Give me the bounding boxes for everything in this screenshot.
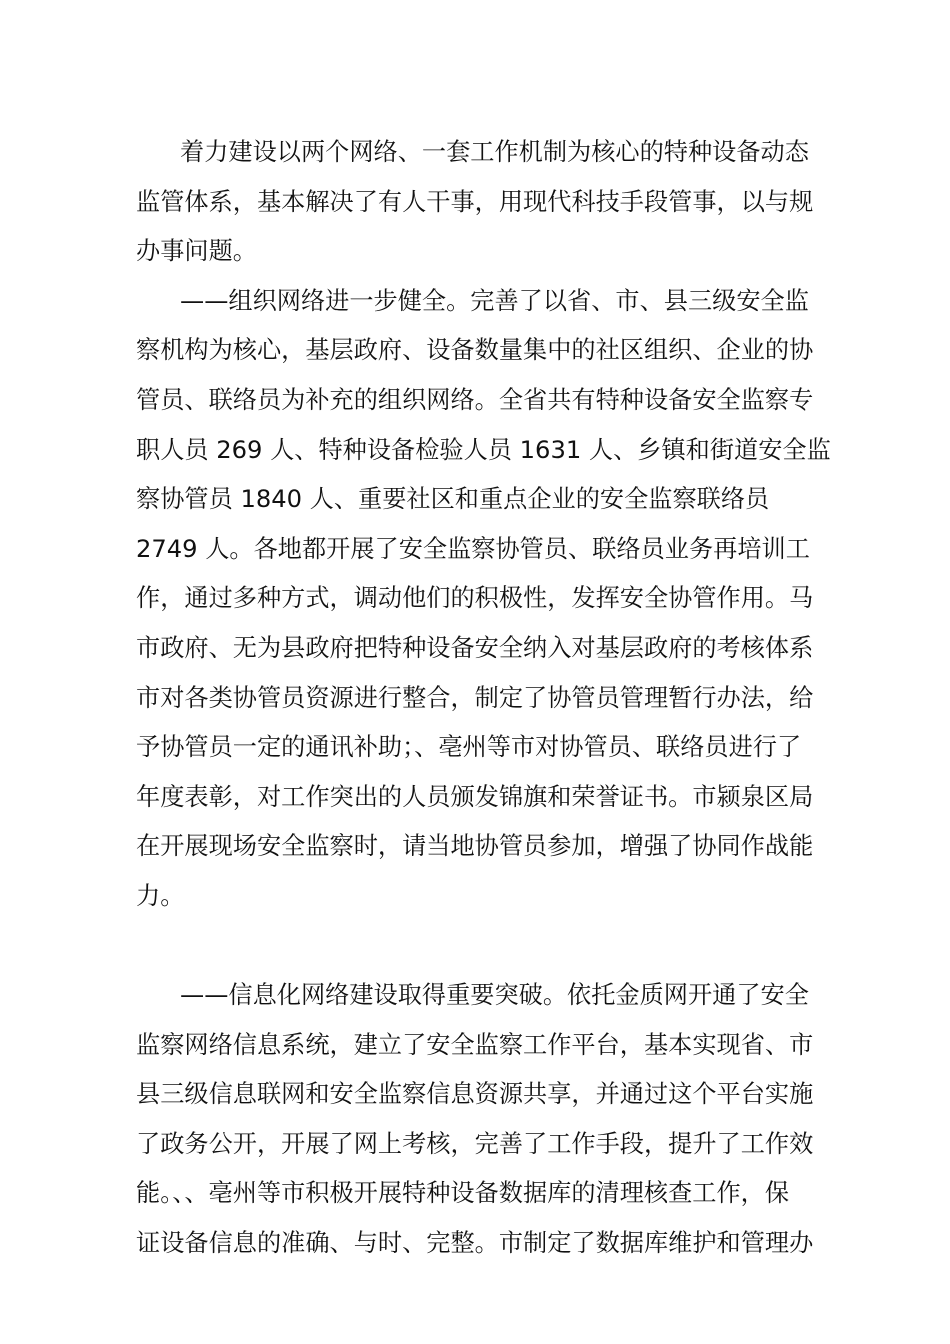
text-line: 年度表彰，对工作突出的人员颁发锦旗和荣誉证书。市颍泉区局: [136, 782, 814, 811]
text-line: 力。: [136, 881, 185, 910]
text-line: 管员、联络员为补充的组织网络。全省共有特种设备安全监察专: [136, 385, 814, 414]
paragraph-organization-network: [136, 277, 831, 971]
text-line: 予协管员一定的通讯补助；、亳州等市对协管员、联络员进行了: [136, 733, 802, 762]
paragraph-information-network: [136, 971, 816, 1269]
text-line: 办事问题。: [136, 237, 257, 266]
text-line: 了政务公开，开展了网上考核，完善了工作手段，提升了工作效: [136, 1129, 814, 1158]
text-line: 市政府、无为县政府把特种设备安全纳入对基层政府的考核体系: [136, 633, 814, 662]
text-line: 作，通过多种方式，调动他们的积极性，发挥安全协管作用。马: [136, 584, 814, 613]
paragraph-intro: [136, 128, 816, 277]
text-line: 职人员 269 人、特种设备检验人员 1631 人、乡镇和街道安全监: [136, 435, 831, 464]
text-line: 2749 人。各地都开展了安全监察协管员、联络员业务再培训工: [136, 534, 810, 563]
text-line: 着力建设以两个网络、一套工作机制为核心的特种设备动态: [180, 138, 809, 166]
text-line: ——组织网络进一步健全。完善了以省、市、县三级安全监: [180, 286, 809, 315]
text-line: 监察网络信息系统，建立了安全监察工作平台，基本实现省、市: [136, 1030, 814, 1059]
text-line: ——信息化网络建设取得重要突破。依托金质网开通了安全: [180, 981, 809, 1010]
text-line: 县三级信息联网和安全监察信息资源共享，并通过这个平台实施: [136, 1080, 814, 1109]
text-line: 察机构为核心，基层政府、设备数量集中的社区组织、企业的协: [136, 336, 814, 365]
document-page: [136, 128, 831, 1269]
text-line: 监管体系，基本解决了有人干事，用现代科技手段管事，以与规: [136, 187, 814, 216]
text-line: 察协管员 1840 人、重要社区和重点企业的安全监察联络员: [136, 485, 770, 514]
text-line: 证设备信息的准确、与时、完整。市制定了数据库维护和管理办: [136, 1229, 814, 1258]
text-line: 能。、、亳州等市积极开展特种设备数据库的清理核查工作，保: [136, 1179, 790, 1208]
text-line: 在开展现场安全监察时，请当地协管员参加，增强了协同作战能: [136, 832, 814, 861]
text-line: 市对各类协管员资源进行整合，制定了协管员管理暂行办法，给: [136, 683, 814, 712]
text-line: [136, 922, 816, 972]
